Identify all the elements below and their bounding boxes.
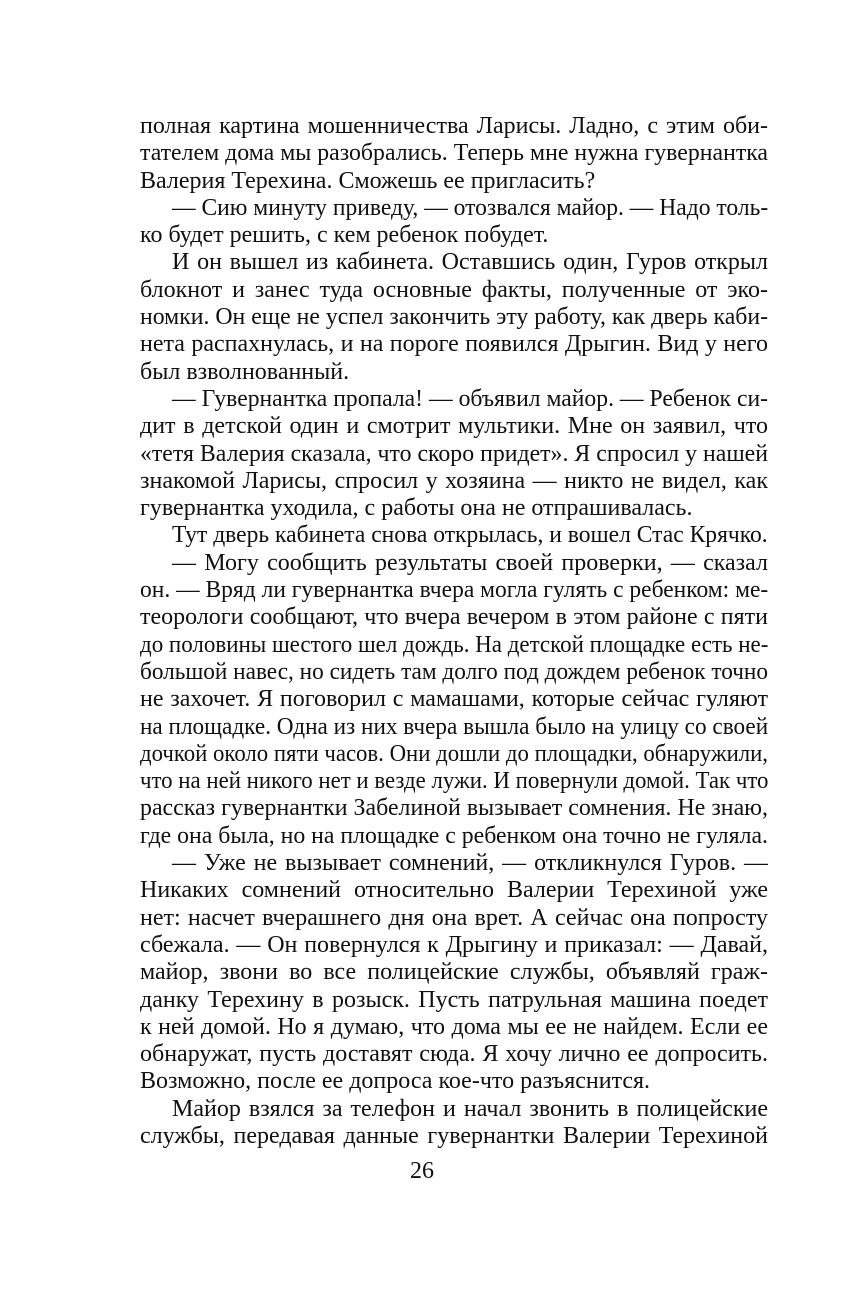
text-line [140, 604, 768, 631]
text-line [140, 686, 768, 713]
text-line [140, 795, 768, 822]
text-line-content: до половины шестого шел дождь. На детской площадке есть не- [140, 631, 768, 658]
text-line [140, 413, 768, 440]
text-line-content: майор, звони во все полицейские службы, объявляй граж- [140, 959, 768, 986]
text-line [140, 659, 768, 686]
text-line-content: обнаружат, пусть доставят сюда. Я хочу лично ее допросить. [140, 1041, 768, 1068]
text-line-content: он. — Вряд ли гувернантка вчера могла гулять с ребенком: ме- [140, 577, 768, 604]
text-line [140, 741, 768, 768]
paragraph [140, 522, 768, 549]
text-line [140, 222, 768, 249]
text-line [140, 113, 768, 140]
text-line-content: Никаких сомнений относительно Валерии Терехиной уже [140, 877, 768, 904]
text-line [140, 331, 768, 358]
text-line [140, 249, 768, 276]
text-line [140, 168, 768, 195]
text-line-content: гувернантка уходила, с работы она не отпрашивалась. [140, 495, 693, 522]
text-line-content: сбежала. — Он повернулся к Дрыгину и приказал: — Давай, [140, 931, 768, 958]
text-line-content: большой навес, но сидеть там долго под дождем ребенок точно [140, 658, 768, 685]
text-line [140, 714, 768, 741]
text-line-content: «тетя Валерия сказала, что скоро придет». Я спросил у нашей [140, 440, 768, 467]
paragraph [140, 249, 768, 385]
text-line-content: дит в детской один и смотрит мультики. Мне он заявил, что [140, 413, 768, 440]
text-line-content: Валерия Терехина. Сможешь ее пригласить? [140, 167, 596, 194]
text-line-content: рассказ гувернантки Забелиной вызывает сомнения. Не знаю, [140, 795, 768, 822]
text-line-content: тателем дома мы разобрались. Теперь мне нужна гувернантка [140, 140, 768, 167]
text-line [140, 1068, 768, 1095]
text-line-content: на площадке. Одна из них вчера вышла было на улицу со своей [140, 713, 768, 740]
text-line-content: теорологи сообщают, что вчера вечером в этом районе с пяти [140, 604, 768, 631]
text-line-content: не захочет. Я поговорил с мамашами, которые сейчас гуляют [140, 686, 768, 713]
text-line-content: полная картина мошенничества Ларисы. Ладно, с этим оби- [140, 113, 768, 139]
text-line [140, 140, 768, 167]
text-line-content: Майор взялся за телефон и начал звонить в полицейские [172, 1095, 768, 1122]
text-line-content: службы, передавая данные гувернантки Валерии Терехиной [140, 1122, 768, 1149]
text-line [140, 932, 768, 959]
text-line-content: данку Терехину в розыск. Пусть патрульная машина поедет [140, 986, 768, 1013]
text-line-content: — Могу сообщить результаты своей проверки, — сказал [172, 549, 768, 576]
text-line [140, 823, 768, 850]
text-line-content: блокнот и занес туда основные факты, полученные от эко- [140, 276, 768, 303]
text-line-content: И он вышел из кабинета. Оставшись один, Гуров открыл [172, 249, 768, 276]
text-line [140, 468, 768, 495]
text-line-content: номки. Он еще не успел закончить эту работу, как дверь каби- [140, 304, 768, 331]
text-line [140, 522, 768, 549]
text-line-content: к ней домой. Но я думаю, что дома мы ее не найдем. Если ее [140, 1013, 768, 1040]
paragraph [140, 550, 768, 850]
text-line [140, 959, 768, 986]
text-line-content: — Сию минуту приведу, — отозвался майор. — Надо толь- [172, 194, 768, 221]
text-line-content: — Гувернантка пропала! — объявил майор. — Ребенок си- [172, 385, 768, 412]
text-line [140, 195, 768, 222]
text-line [140, 304, 768, 331]
text-line [140, 495, 768, 522]
text-line-content: дочкой около пяти часов. Они дошли до площадки, обнаружили, [140, 740, 768, 767]
text-line [140, 850, 768, 877]
text-line [140, 359, 768, 386]
text-line-content: нета распахнулась, и на пороге появился Дрыгин. Вид у него [140, 331, 768, 358]
text-line-content: что на ней никого нет и везде лужи. И повернули домой. Так что [140, 768, 768, 795]
text-line-content: был взволнованный. [140, 358, 350, 385]
text-line [140, 277, 768, 304]
text-line [140, 577, 768, 604]
text-line-content: Возможно, после ее допроса кое-что разъяснится. [140, 1068, 651, 1095]
text-line [140, 1096, 768, 1123]
paragraph [140, 195, 768, 250]
text-line-content: — Уже не вызывает сомнений, — откликнулся Гуров. — [172, 850, 768, 877]
text-line [140, 987, 768, 1014]
text-line-content: ко будет решить, с кем ребенок побудет. [140, 222, 549, 249]
text-line [140, 877, 768, 904]
paragraph [140, 386, 768, 522]
text-line-content: нет: насчет вчерашнего дня она врет. А сейчас она попросту [140, 904, 768, 931]
text-line [140, 550, 768, 577]
text-line [140, 1123, 768, 1150]
text-line-content: знакомой Ларисы, спросил у хозяина — никто не видел, как [140, 467, 768, 494]
book-page-text [140, 113, 768, 1150]
text-line [140, 386, 768, 413]
text-line [140, 1041, 768, 1068]
text-line-content: Тут дверь кабинета снова открылась, и вошел Стас Крячко. [172, 522, 768, 549]
text-line [140, 632, 768, 659]
text-line-content: где она была, но на площадке с ребенком она точно не гуляла. [140, 822, 768, 849]
page-number: 26 [410, 1158, 434, 1184]
text-line [140, 1014, 768, 1041]
paragraph [140, 850, 768, 1096]
paragraph [140, 113, 768, 195]
text-line [140, 905, 768, 932]
paragraph [140, 1096, 768, 1151]
text-line [140, 441, 768, 468]
text-line [140, 768, 768, 795]
